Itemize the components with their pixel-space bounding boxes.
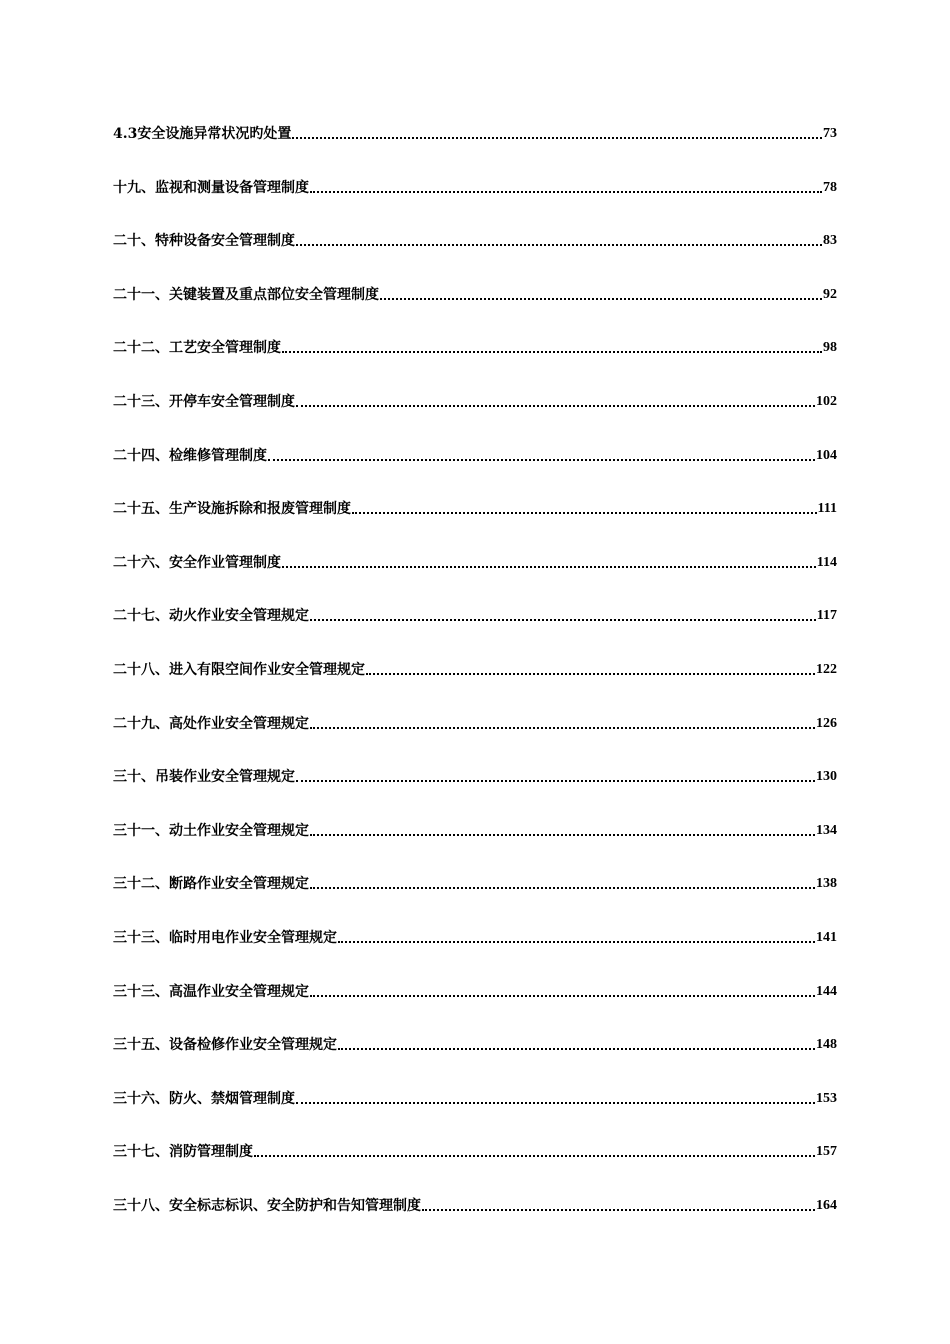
toc-entry-title: 三十七、消防管理制度 (113, 1144, 253, 1161)
toc-entry-page: 134 (816, 822, 837, 838)
toc-entry[interactable] (113, 499, 837, 553)
toc-entry[interactable] (113, 1142, 837, 1196)
toc-entry[interactable] (113, 1196, 837, 1250)
toc-entry-page: 157 (816, 1144, 837, 1160)
toc-entry-title: 三十六、防火、禁烟管理制度 (113, 1090, 295, 1107)
toc-entry-title: 二十二、工艺安全管理制度 (113, 340, 281, 357)
toc-dot-leader (309, 821, 816, 841)
toc-entry-page: 164 (816, 1197, 837, 1213)
toc-entry[interactable] (113, 1089, 837, 1143)
toc-entry-title: 三十一、动土作业安全管理规定 (113, 822, 309, 839)
toc-dot-leader (267, 446, 816, 466)
toc-entry-title: 二十四、检维修管理制度 (113, 447, 267, 464)
toc-dot-leader (253, 1142, 816, 1162)
toc-entry-page: 78 (823, 179, 837, 195)
toc-dot-leader (337, 1035, 816, 1055)
toc-dot-leader (365, 660, 816, 680)
toc-entry[interactable] (113, 285, 837, 339)
toc-entry[interactable] (113, 446, 837, 500)
toc-entry-title: 三十五、设备检修作业安全管理规定 (113, 1037, 337, 1054)
toc-entry-title: 二十、特种设备安全管理制度 (113, 233, 295, 250)
toc-entry-title: 二十一、关键装置及重点部位安全管理制度 (113, 286, 379, 303)
toc-entry[interactable] (113, 124, 837, 178)
toc-entry[interactable] (113, 392, 837, 446)
toc-entry-page: 144 (816, 983, 837, 999)
toc-entry-page: 102 (816, 393, 837, 409)
toc-entry-page: 153 (816, 1090, 837, 1106)
toc-entry[interactable] (113, 821, 837, 875)
toc-entry[interactable] (113, 928, 837, 982)
toc-entry-page: 148 (816, 1037, 837, 1053)
toc-entry[interactable] (113, 606, 837, 660)
toc-entry-title: 十九、监视和测量设备管理制度 (113, 179, 309, 196)
toc-dot-leader (309, 606, 817, 626)
toc-dot-leader (295, 392, 816, 412)
toc-dot-leader (337, 928, 816, 948)
toc-dot-leader (291, 124, 823, 144)
toc-entry-page: 141 (816, 929, 837, 945)
toc-entry-page: 138 (816, 876, 837, 892)
toc-dot-leader (281, 553, 817, 573)
toc-dot-leader (281, 338, 823, 358)
toc-entry-page: 126 (816, 715, 837, 731)
toc-entry[interactable] (113, 767, 837, 821)
toc-entry-page: 130 (816, 769, 837, 785)
toc-dot-leader (309, 874, 816, 894)
toc-entry-title: 二十六、安全作业管理制度 (113, 554, 281, 571)
toc-entry-page: 73 (823, 126, 837, 141)
toc-entry-title: 二十八、进入有限空间作业安全管理规定 (113, 661, 365, 678)
table-of-contents (113, 124, 837, 1249)
toc-dot-leader (295, 1089, 816, 1109)
toc-entry-page: 104 (816, 447, 837, 463)
toc-entry-title: 三十三、高温作业安全管理规定 (113, 983, 309, 1000)
toc-entry-page: 92 (823, 286, 837, 302)
toc-dot-leader (309, 178, 823, 198)
toc-entry-title: 二十三、开停车安全管理制度 (113, 393, 295, 410)
toc-entry[interactable] (113, 1035, 837, 1089)
toc-dot-leader (309, 714, 816, 734)
toc-entry[interactable] (113, 660, 837, 714)
toc-entry-title: 三十三、临时用电作业安全管理规定 (113, 929, 337, 946)
toc-entry-title: 三十、吊装作业安全管理规定 (113, 769, 295, 786)
toc-dot-leader (421, 1196, 816, 1216)
toc-dot-leader (295, 767, 816, 787)
toc-entry-title: 二十九、高处作业安全管理规定 (113, 715, 309, 732)
toc-entry-page: 98 (823, 340, 837, 356)
toc-entry-title: 三十二、断路作业安全管理规定 (113, 876, 309, 893)
toc-dot-leader (295, 231, 823, 251)
toc-dot-leader (379, 285, 823, 305)
toc-entry[interactable] (113, 982, 837, 1036)
toc-entry[interactable] (113, 553, 837, 607)
toc-entry[interactable] (113, 231, 837, 285)
toc-entry-title: 二十五、生产设施拆除和报废管理制度 (113, 501, 351, 518)
toc-entry-page: 114 (816, 554, 837, 570)
toc-entry-title: 4.3安全设施异常状况旳处置 (113, 126, 292, 142)
toc-entry-page: 111 (817, 501, 837, 517)
toc-dot-leader (351, 499, 818, 519)
toc-entry-title: 二十七、动火作业安全管理规定 (113, 608, 309, 625)
toc-entry-page: 122 (816, 661, 837, 677)
toc-entry[interactable] (113, 338, 837, 392)
toc-entry-title: 三十八、安全标志标识、安全防护和告知管理制度 (113, 1197, 421, 1214)
toc-entry[interactable] (113, 714, 837, 768)
toc-dot-leader (309, 982, 816, 1002)
toc-entry-page: 83 (823, 233, 837, 249)
toc-entry[interactable] (113, 874, 837, 928)
toc-entry[interactable] (113, 178, 837, 232)
toc-entry-page: 117 (816, 608, 837, 624)
